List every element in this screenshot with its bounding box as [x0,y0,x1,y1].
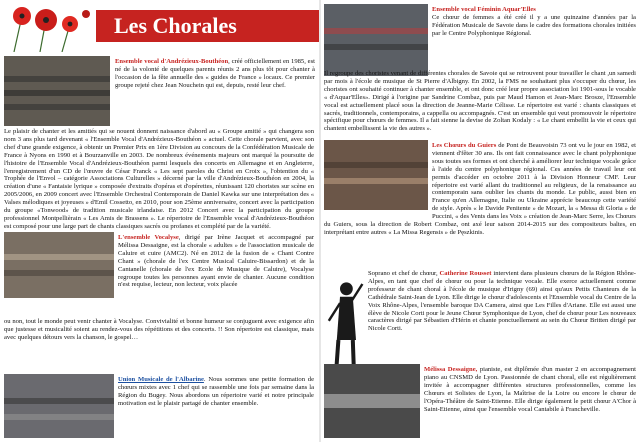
guiers-intro-spacer [324,142,432,214]
andrezieux-intro [115,58,315,90]
guiers-p1: de Pont de Beauvoisin 73 ont vu le jour en 1982, et viennent d'fêter 30 ans. Ils ont fait connaissance avec le chant polyphonique sous toutes ses formes et ont cherché à améliorer leur technique vocale grâce à l'aide du centre polyphonique régional. Ces années de travail leur ont permis d'accéder en octobre 2011 à la Division Honneur CMF. Leur répertoire est varié allant du traditionnel au religieux, de la renaissance au contemporain sans oublier les chants du monde. Le public, aussi bien en France qu'en Allemagne, Italie ou Ukraine apprécie beaucoup cette variété de style. Après « le Davide Penitente » de Mozart, la « Messa di Gloria » de Puccini, « des Vents dans les Voix » création de Jean-Marc Serre, les Chœurs du Guiers, sous la direction de Robert Combaz, ont axé leur saison 2014-2015 sur des compositeurs baltes, en interprétant entre autres « La Missa Regensis » de Pęszkinis. [324,142,636,236]
rousset-intro: Soprano et chef de chœur, [368,270,438,277]
albarine-name[interactable]: Union Musicale de l'Albarine [118,376,204,383]
vocalyse-name: L'ensemble Vocalyse [118,234,179,241]
andrezieux-history: Le plaisir de chanter et les amitiés qui se nouent donnent naissance d'abord au « Groupe amitié » qui changera son nom 3 ans plus tard devenant « l'Ensemble Vocal d'Andrézieux-Bouthéon » actuel. Cette chorale parvient, avec son chef d'une grande exigence, à obtenir un Premier Prix en 1ère Division au concours de la Confédération Musicale de France à Nyons en 1990 et à Bourzanville en 2003. De nombreux événements majeurs ont marqué la poursuite de l'histoire de l'Ensemble Vocal d'Andrézieux-Bouthéon parmi lesquels des concerts en Allemagne et en Angleterre, l'enregistrement d'un CD de l'œuvre de César Franck « Les sept paroles du Christ en Croix », l'obtention du « Trophée de l'Envol – catégorie Associations Culturelles » décerné par la ville d'Andrézieux-Bouthéon en 2004, la création d'une « Fantaisie lyrique » composée d'extraits d'opéras et d'opérettes, réunissant 120 choristes sur scène en 2005/2006, en 2009 concert avec l'Ensemble Orchestral Contemporain de Daniel Kawka sur une interprétation des « Valses mélodiques et joyeuses » d'Emil Cossetto, en 2010, pour son 25ème anniversaire, concert avec la participation du groupe «Tonwood» de tradition musicale irlandaise. En 2012 Concert avec la participation du groupe professionnel Montpellièrain « Les Amis de Brassens ». Le répertoire de l'Ensemble vocal d'Andrézieux-Bouthéon est composé pour une large part de chants classiques sacrés ou profanes et complété par de la variété. [4,128,314,230]
vocalyse-p1: , dirigé par Irène Jacquet et accompagné par Mélissa Dessaigne, est la chorale « adultes » de l'association musicale de Caluire et cuire (AMC2). Né en 2012 de la fusion de « Chant Contre Chant » (chorale de l'ex Centre Musical Caluire-Bissardon) et de la Cantanelle (chorale de l'ex Ecole de Musique de Caluire), Vocalyse regroupe toutes les personnes ayant envie de chanter. Aucune condition n'est requise, lecteur, non lecteur, voix placée [118,234,314,289]
vocalyse-intro [118,234,314,289]
pianist-photo [324,364,420,438]
choir-photo-vocalyse [4,232,114,298]
choir-photo-albarine [4,374,114,438]
right-column [320,0,640,442]
guiers-name: Les Chœurs du Guiers [432,142,497,149]
andrezieux-name: Ensemble vocal d'Andrézieux-Bouthéon [115,58,229,65]
rousset-name: Catherine Rousset [439,270,492,277]
rousset-p1: intervient dans plusieurs chœurs de la Région Rhône-Alpes, en tant que chef de chœur ou pour la technique vocale. Elle exerce actuellement comme professeur de chant choral à l'école de musique d'Irigny (69) ainsi qu'aux Petits Chanteurs de la Cathédrale Saint-Jean de Lyon. Elle dirige le chœur d'adolescents et l'Ensemble vocal du Centre de la Voix Rhône-Alpes, l'ensemble baroque DA Camera, ainsi que Les Filles d'Ariane. Elle est aussi une élève de Nicole Corti pour le Jeune Chœur Symphonique de Lyon, chef de chœur pour Les nouveaux caractères dirigé par Sébastien d'Hérin et chante ponctuellement au sein du Chœur Britten dirigé par Nicole Corti. [368,270,636,333]
choir-photo-andrezieux [4,56,110,126]
aquarelles-name: Ensemble vocal Féminin Aquar'Elles [432,6,536,13]
albarine-text [118,376,314,408]
andrezieux-p1: , créé officiellement en 1985, est né de la volonté de quelques parents réunis 2 ans plus tôt pour chanter à l'occasion de la fête annuelle des « guides de France » locaux. Ce premier groupe rejeté chez Jean Nouchein qui est, depuis, resté leur chef. [115,58,315,89]
rousset-text [368,270,636,333]
aquarelles-history: Il regroupe des choristes venant de différentes chorales de Savoie qui se retrouvent pour travailler le chant ,un samedi par mois à l'école de musique de St Pierre d'Albigny. En 2002, la FMS ne souhaitant plus s'occuper du chœur, les choristes ont souhaité continuer à chanter ensemble, et ont donc créé leur propre association loi 1901-sous le vocable « d'Aquar'Elles». Dirigé à l'origine par Sandrine Combaz, puis par Maud Hamon et Jean-Marc Brosze, l'Ensemble vocal est actuellement placé sous la direction de Jeanne-Marie Célisse. Le répertoire est varié : chants classiques et sacrés, traditionnels, contemporains, a cappella ou accompagnés. C'est un ensemble qui veut promouvoir le répertoire spécifique pour chœurs de femmes. Il a fait sienne la devise de Zoltan Kodaly : « Le chant embellit la vie et ceux qui chantent embellissent la vie des autres ». [324,70,636,133]
poppies-illustration [0,0,100,52]
melissa-p1: pianiste, est diplômée d'un master 2 en accompagnement piano au CNSMD de Lyon. Passionnée de chant choral, elle est régulièrement invitée à accompagner différentes structures professionnelles, comme les Chœurs et Solistes de Lyon, la Maîtrise de la Loire ou encore le chœur de l'Opéra-Théâtre de Saint-Etienne. Elle dirige également le petit chœur A'Chor à Saint-Etienne, ainsi que l'ensemble vocal Cantabile à Francheville. [424,366,636,413]
aquarelles-p1: Ce chœur de femmes a été créé il y a une quinzaine d'années par la Fédération Musicale de Savoie dans le cadre des formations chorales initiées par le Centre Polyphonique Régional. [432,13,636,37]
page-header [0,0,320,52]
page-title: Les Chorales [96,10,320,42]
choir-photo-aquarelles [324,4,428,76]
vocalyse-details: ou non, tout le monde peut venir chanter à Vocalyse. Convivialité et bonne humeur se conjuguent avec exigence afin que justesse et musicalité soient au rendez-vous des répétitions et des concerts. !! Son répertoire est classique, mais avec quelques détours vers la chanson, le gospel… [4,318,314,341]
guiers-text [324,142,636,237]
albarine-p1: . Nous sommes une petite formation de chœurs mixtes avec 1 chef qui se rassemble une fois par semaine dans la Région du Bugey. Nous abordons un répertoire varié et notre principale motivation est le plaisir partagé de chanter ensemble. [118,376,315,407]
melissa-text [424,366,636,413]
melissa-name: Mélissa Dessaigne, [424,366,478,373]
aquarelles-intro [432,6,636,38]
